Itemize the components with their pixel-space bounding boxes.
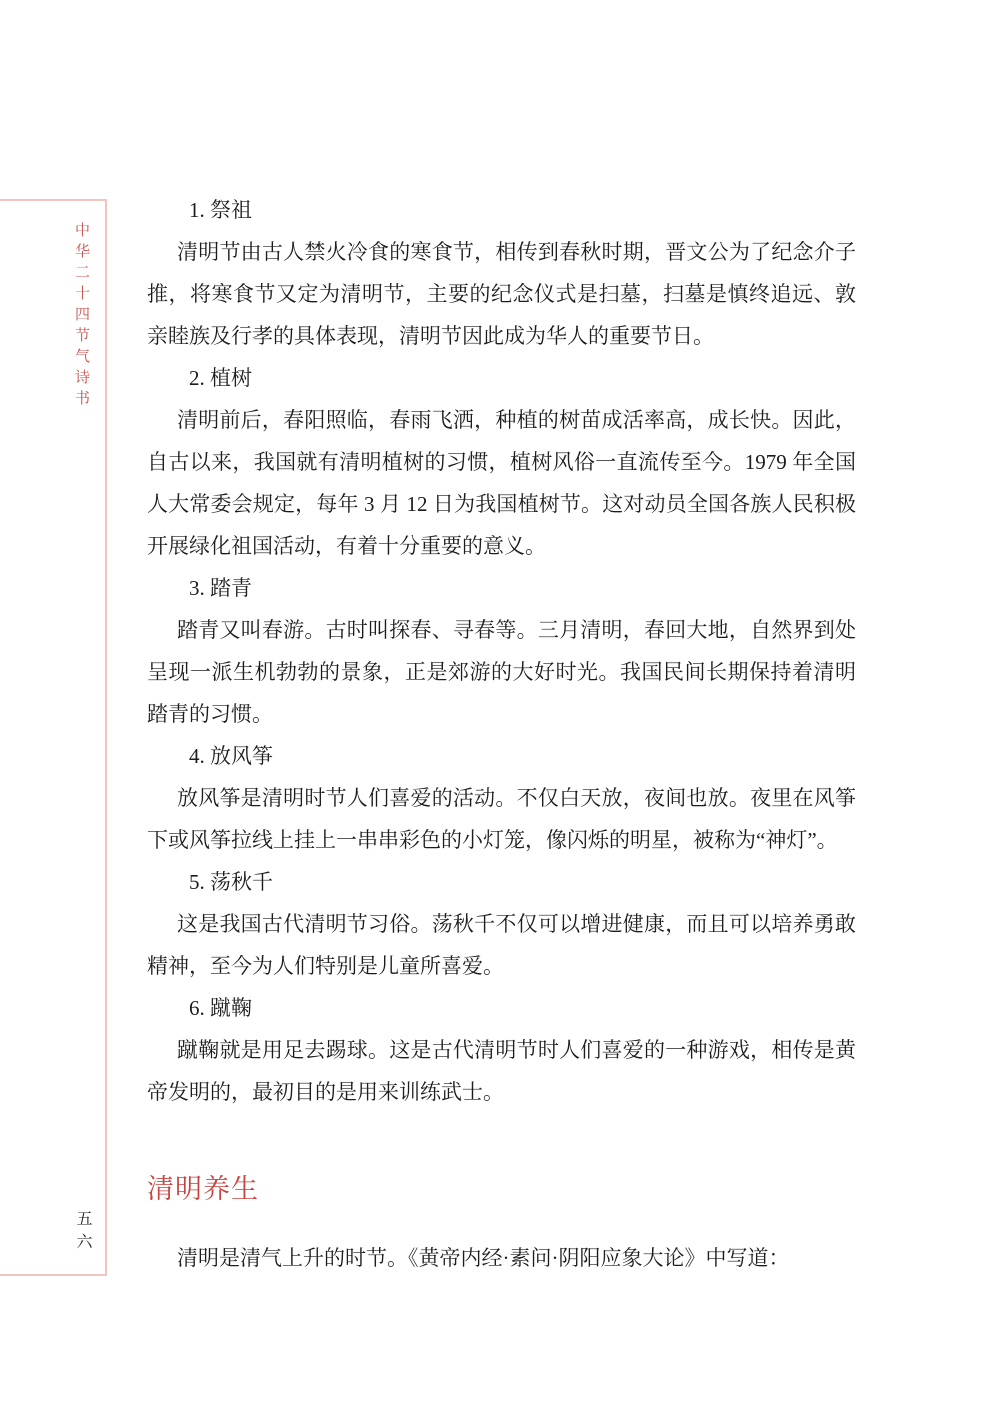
chapter-heading: 清明养生 [147, 1174, 259, 1204]
section-paragraph: 放风筝是清明时节人们喜爱的活动。不仅白天放，夜间也放。夜里在风筝下或风筝拉线上挂上一串串彩色的小灯笼，像闪烁的明星，被称为“神灯”。 [147, 786, 856, 852]
section-cuju [147, 987, 856, 1113]
page-number: 五六 [74, 1210, 91, 1256]
margin-frame-vertical-rule [105, 199, 107, 1276]
book-title-vertical: 中华二十四节气诗书 [73, 222, 89, 411]
section-fangfengzheng [147, 735, 856, 861]
intro-paragraph: 清明是清气上升的时节。《黄帝内经·素问·阴阳应象大论》中写道： [177, 1246, 790, 1270]
section-paragraph: 清明节由古人禁火冷食的寒食节，相传到春秋时期，晋文公为了纪念介子推，将寒食节又定为清明节，主要的纪念仪式是扫墓，扫墓是慎终追远、敦亲睦族及行孝的具体表现，清明节因此成为华人的重要节日。 [147, 240, 856, 348]
section-paragraph: 这是我国古代清明节习俗。荡秋千不仅可以增进健康，而且可以培养勇敢精神，至今为人们特别是儿童所喜爱。 [147, 912, 856, 978]
section-dangqiuqian [147, 861, 856, 987]
margin-frame-top-rule [0, 199, 107, 201]
section-paragraph: 踏青又叫春游。古时叫探春、寻春等。三月清明，春回大地，自然界到处呈现一派生机勃勃的景象，正是郊游的大好时光。我国民间长期保持着清明踏青的习惯。 [147, 618, 856, 726]
section-heading: 2. 植树 [189, 366, 252, 390]
main-text-column [147, 189, 856, 1279]
section-taqing [147, 567, 856, 735]
section-heading: 1. 祭祖 [189, 198, 252, 222]
section-heading: 5. 荡秋千 [189, 870, 273, 894]
section-heading: 3. 踏青 [189, 576, 252, 600]
section-paragraph: 清明前后，春阳照临，春雨飞洒，种植的树苗成活率高，成长快。因此，自古以来，我国就有清明植树的习惯，植树风俗一直流传至今。1979 年全国人大常委会规定，每年 3 月 12 日为我国植树节。这对动员全国各族人民积极开展绿化祖国活动，有着十分重要的意义。 [147, 408, 856, 558]
section-jizu [147, 189, 856, 357]
section-zhishu [147, 357, 856, 567]
section-heading: 6. 蹴鞠 [189, 996, 252, 1020]
section-heading: 4. 放风筝 [189, 744, 273, 768]
section-paragraph: 蹴鞠就是用足去踢球。这是古代清明节时人们喜爱的一种游戏，相传是黄帝发明的，最初目的是用来训练武士。 [147, 1038, 856, 1104]
margin-frame-bottom-rule [0, 1274, 107, 1276]
